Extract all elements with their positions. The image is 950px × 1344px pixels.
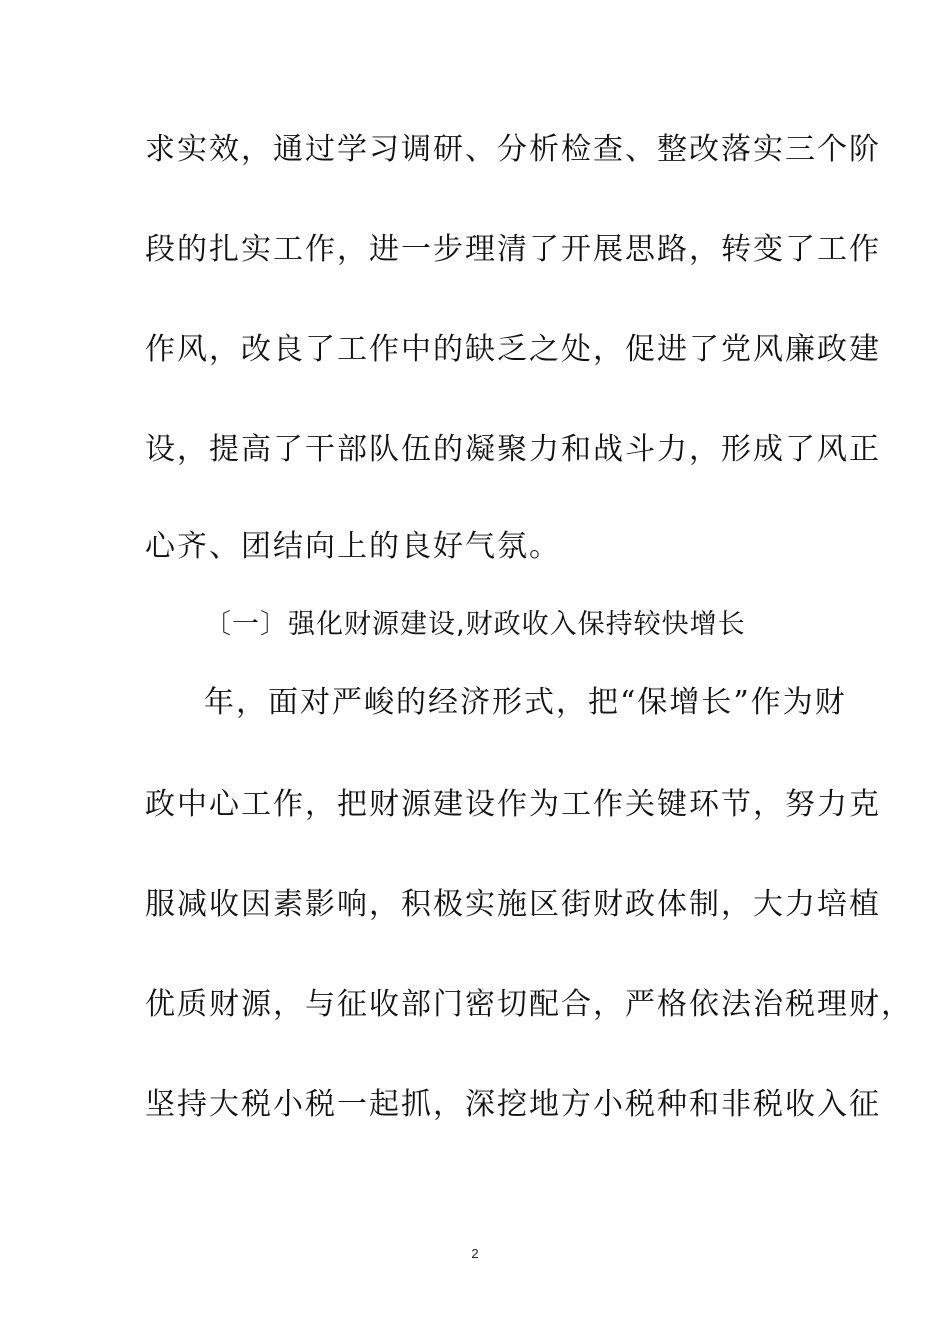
page-number: 2 <box>471 1246 479 1261</box>
text-line: 服减收因素影响，积极实施区街财政体制，大力培植 <box>145 887 881 922</box>
text-line: 心齐、团结向上的良好气氛。 <box>145 529 561 564</box>
text-line: 年，面对严峻的经济形式，把“保增长”作为财 <box>204 685 847 720</box>
section-heading: 〔一〕强化财源建设,财政收入保持较快增长 <box>204 609 746 640</box>
text-line: 求实效，通过学习调研、分析检查、整改落实三个阶 <box>145 132 881 167</box>
text-line: 作风，改良了工作中的缺乏之处，促进了党风廉政建 <box>145 332 881 367</box>
text-line: 坚持大税小税一起抓，深挖地方小税种和非税收入征 <box>145 1087 881 1122</box>
text-line: 优质财源，与征收部门密切配合，严格依法治税理财， <box>145 987 913 1022</box>
text-line: 设，提高了干部队伍的凝聚力和战斗力，形成了风正 <box>145 432 881 467</box>
text-line: 政中心工作，把财源建设作为工作关键环节，努力克 <box>145 787 881 822</box>
text-line: 段的扎实工作，进一步理清了开展思路，转变了工作 <box>145 232 881 267</box>
